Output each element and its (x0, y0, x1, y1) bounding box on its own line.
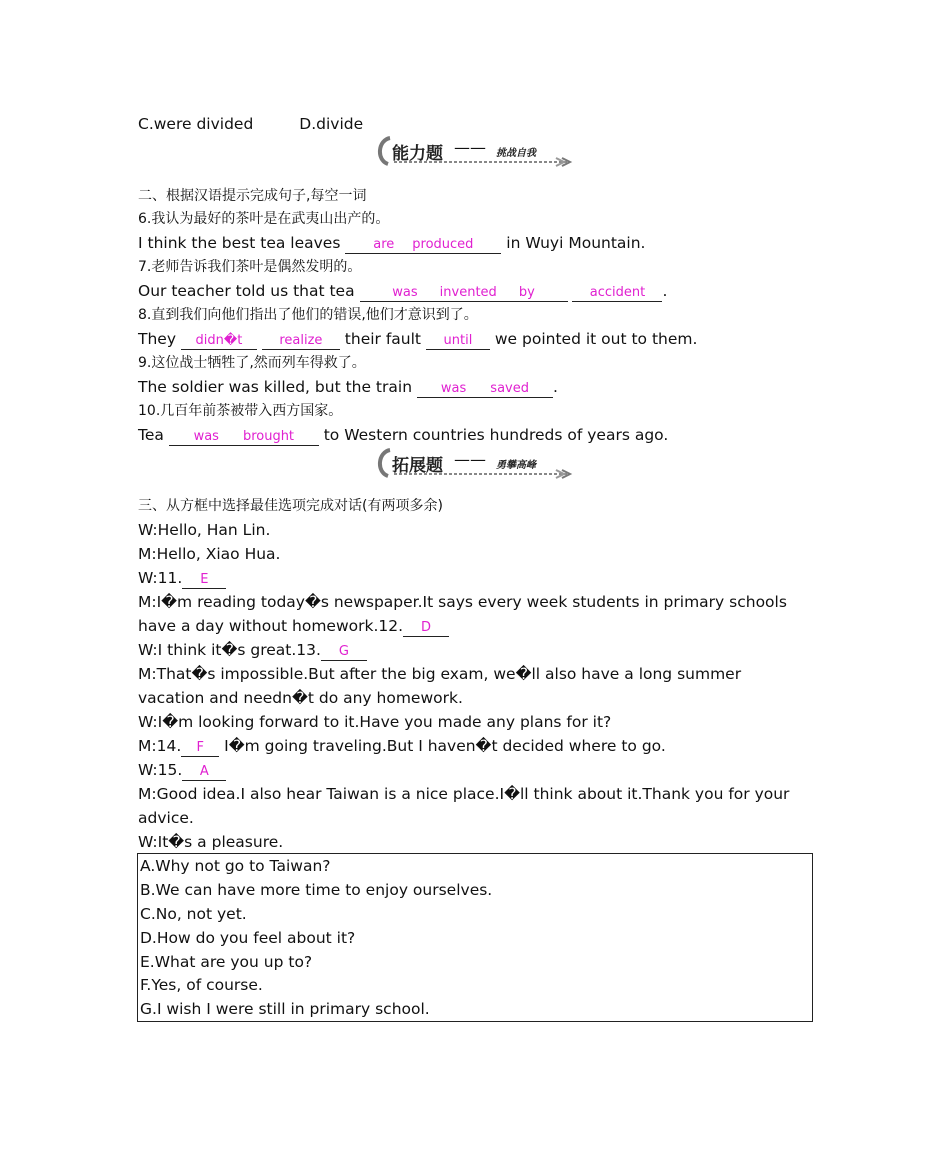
dialog-line-q14: M:14. F I�m going traveling.But I haven�t decided where to go. (138, 737, 666, 755)
dialog-line: advice. (138, 809, 194, 827)
dialog-line: M:Hello, Xiao Hua. (138, 545, 281, 563)
banner-subtitle: 勇攀高峰 (496, 460, 536, 471)
option-g: G.I wish I were still in primary school. (140, 1000, 430, 1018)
item9-en: The soldier was killed, but the train was saved . (138, 378, 558, 396)
item7-zh: 7.老师告诉我们茶叶是偶然发明的。 (138, 259, 362, 275)
dialog-line-q11: W:11. E (138, 568, 226, 589)
item10-blank: was brought (169, 429, 319, 446)
item10-en: Tea was brought to Western countries hundreds of years ago. (138, 426, 669, 444)
option-b: B.We can have more time to enjoy ourselves. (140, 881, 493, 899)
item10-zh: 10.几百年前茶被带入西方国家。 (138, 403, 343, 419)
item8-blank-a: didn�t (181, 333, 257, 350)
q13-blank: G (321, 644, 367, 661)
q15-blank: A (182, 764, 226, 781)
dialog-line-q13: W:I think it�s great.13. G (138, 640, 367, 661)
item7-blank-b: accident (572, 285, 662, 302)
options-box (137, 853, 813, 1022)
item8-en: They didn�t realize their fault until we pointed it out to them. (138, 330, 698, 348)
option-f: F.Yes, of course. (140, 976, 263, 994)
option-e: E.What are you up to? (140, 953, 313, 971)
q11-blank: E (182, 572, 226, 589)
banner-ability (374, 134, 580, 168)
banner-subtitle: 挑战自我 (496, 148, 536, 159)
dialog-line: W:Hello, Han Lin. (138, 521, 271, 539)
q12-blank: D (403, 620, 449, 637)
dialog-line: M:I�m reading today�s newspaper.It says every week students in primary schools (138, 593, 787, 611)
item8-blank-c: until (426, 333, 490, 350)
banner-dash: —— (454, 138, 486, 157)
dialog-line: W:I�m looking forward to it.Have you made any plans for it? (138, 713, 612, 731)
section2-heading: 二、根据汉语提示完成句子,每空一词 (138, 188, 367, 204)
previous-options (138, 114, 363, 134)
option-d: D.How do you feel about it? (140, 929, 356, 947)
item8-zh: 8.直到我们向他们指出了他们的错误,他们才意识到了。 (138, 307, 478, 323)
option-a: A.Why not go to Taiwan? (140, 857, 331, 875)
dialog-line: M:Good idea.I also hear Taiwan is a nice place.I�ll think about it.Thank you for your (138, 785, 790, 803)
banner-extension (374, 446, 580, 480)
q14-blank: F (181, 740, 219, 757)
banner-title: 拓展题 (392, 456, 443, 476)
dialog-line-q15: W:15. A (138, 760, 226, 781)
banner-dash: —— (454, 450, 486, 469)
option-c: C.No, not yet. (140, 905, 247, 923)
dialog-line: W:It�s a pleasure. (138, 833, 284, 851)
item6-en: I think the best tea leaves are produced in Wuyi Mountain. (138, 234, 646, 252)
option-c: C.were divided (138, 115, 254, 133)
item9-zh: 9.这位战士牺牲了,然而列车得救了。 (138, 355, 366, 371)
item9-blank: was saved (417, 381, 553, 398)
dialog-line: M:That�s impossible.But after the big exam, we�ll also have a long summer (138, 665, 742, 683)
dialog-line-q12: have a day without homework.12. D (138, 616, 449, 637)
option-d: D.divide (299, 115, 364, 133)
item6-zh: 6.我认为最好的茶叶是在武夷山出产的。 (138, 211, 390, 227)
section3-heading: 三、从方框中选择最佳选项完成对话(有两项多余) (138, 498, 443, 514)
item6-blank: are produced (345, 237, 501, 254)
item7-en: Our teacher told us that tea was invented by accident . (138, 282, 668, 300)
item7-blank-a: was invented by (360, 285, 568, 302)
item8-blank-b: realize (262, 333, 340, 350)
dialog-line: vacation and needn�t do any homework. (138, 689, 463, 707)
banner-title: 能力题 (392, 144, 443, 164)
